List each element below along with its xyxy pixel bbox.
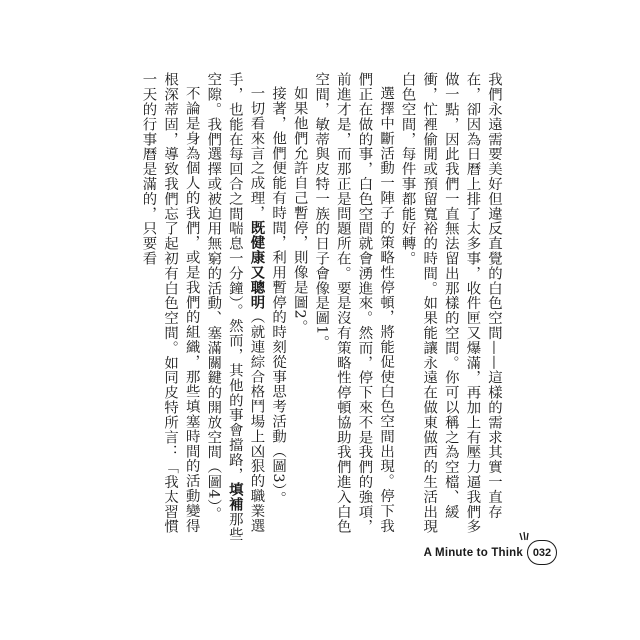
- page-number-flair-icon: [506, 530, 530, 544]
- text-run: 如果他們允許自己暫停，則像是圖2。: [291, 86, 308, 335]
- bold-text: 既健康又聰明: [248, 220, 265, 310]
- paragraph: [137, 72, 202, 542]
- running-footer-title: A Minute to Think: [423, 547, 523, 559]
- paragraph: [288, 72, 310, 542]
- text-run: 接著，他們便能有時間，利用暫停的時刻從事思考活動（圖3）。: [270, 86, 287, 507]
- text-run: 不論是身為個人的我們，或是我們的組織，那些填塞時間的活動變得根深蒂固，導致我們忘了起初有白色空間。如同皮特所言：「我太習慣一天的行事曆是滿的，只要看: [140, 72, 200, 534]
- text-run: 那些空隙。我們選擇或被迫用無窮的活動、塞滿關鍵的開放空間（圖4）。: [205, 72, 243, 542]
- paragraph: [266, 72, 288, 542]
- text-run: 選擇中斷活動一陣子的策略性停頓，將能促使白色空間出現。停下我們正在做的事，白色空間就會湧進來。然而，停下來不是我們的強項，前進才是，而那正是問題所在。要是沒有策略性停頓協助我們進入白色空間，敏蒂與皮特一族的日子會像是圖1。: [313, 72, 395, 534]
- text-run: 一切看來言之成理，: [248, 86, 265, 221]
- paragraph: [310, 72, 396, 542]
- text-run: （就連綜合格鬥場上凶狠的職業選手，也能在每回合之間喘息一分鐘）。然而，其他的事會擋路，: [226, 72, 265, 534]
- paragraph: [202, 72, 267, 542]
- page-number: 032: [527, 540, 557, 565]
- text-run: 我們永遠需要美好但違反直覺的白色空間——這樣的需求其實一直存在，卻因為日曆上排了太多事，收件匣又爆滿，再加上有壓力逼我們多做一點，因此我們一直無法留出那樣的空間。你可以稱之為空檔、緩衝，忙裡偷閒或預留寬裕的時間。如果能讓永遠在做東做西的生活出現白色空間，每件事都能好轉。: [399, 72, 502, 534]
- vertical-text-block: [140, 72, 504, 542]
- paragraph: [396, 72, 504, 542]
- bold-text: 填補: [226, 482, 243, 512]
